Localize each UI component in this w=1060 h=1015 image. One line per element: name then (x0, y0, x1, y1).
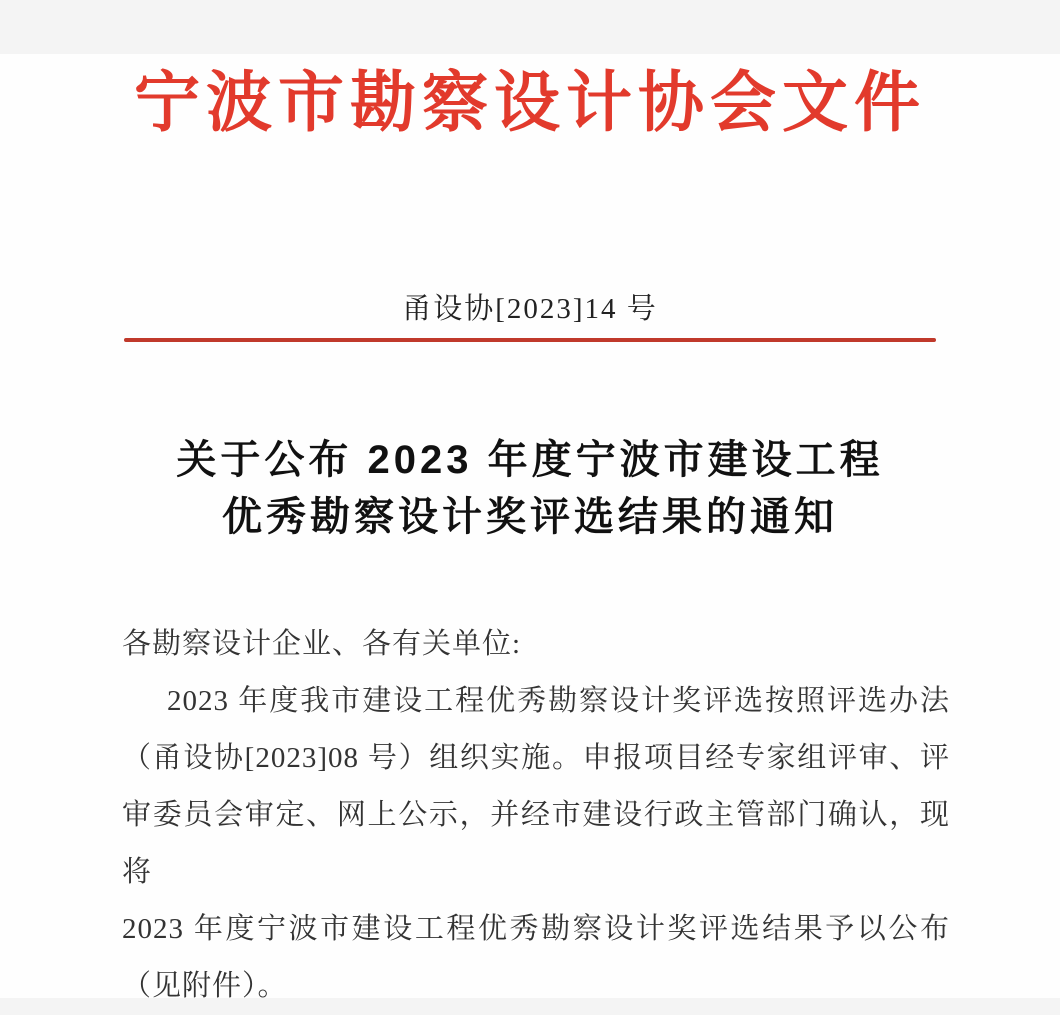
salutation-line: 各勘察设计企业、各有关单位: (122, 628, 522, 660)
body-line: （甬设协[2023]08 号）组织实施。申报项目经专家组评审、评 (122, 742, 950, 774)
doc-number: 甬设协[2023]14 号 (402, 293, 658, 325)
body-line: 2023 年度我市建设工程优秀勘察设计奖评选按照评选办法 (167, 685, 950, 717)
red-header-title: 宁波市勘察设计协会文件 (134, 67, 926, 140)
notice-body (122, 616, 950, 1015)
notice-title-line-1: 关于公布 2023 年度宁波市建设工程 (176, 438, 884, 482)
document-page (0, 54, 1060, 1002)
notice-title (0, 432, 1060, 546)
body-line: 审委员会审定、网上公示，并经市建设行政主管部门确认，现将 (122, 799, 950, 888)
notice-title-line-2: 优秀勘察设计奖评选结果的通知 (222, 495, 838, 539)
body-line: 2023 年度宁波市建设工程优秀勘察设计奖评选结果予以公布 (122, 913, 950, 945)
body-line: （见附件）。 (122, 970, 288, 1002)
red-divider-rule (124, 338, 936, 342)
